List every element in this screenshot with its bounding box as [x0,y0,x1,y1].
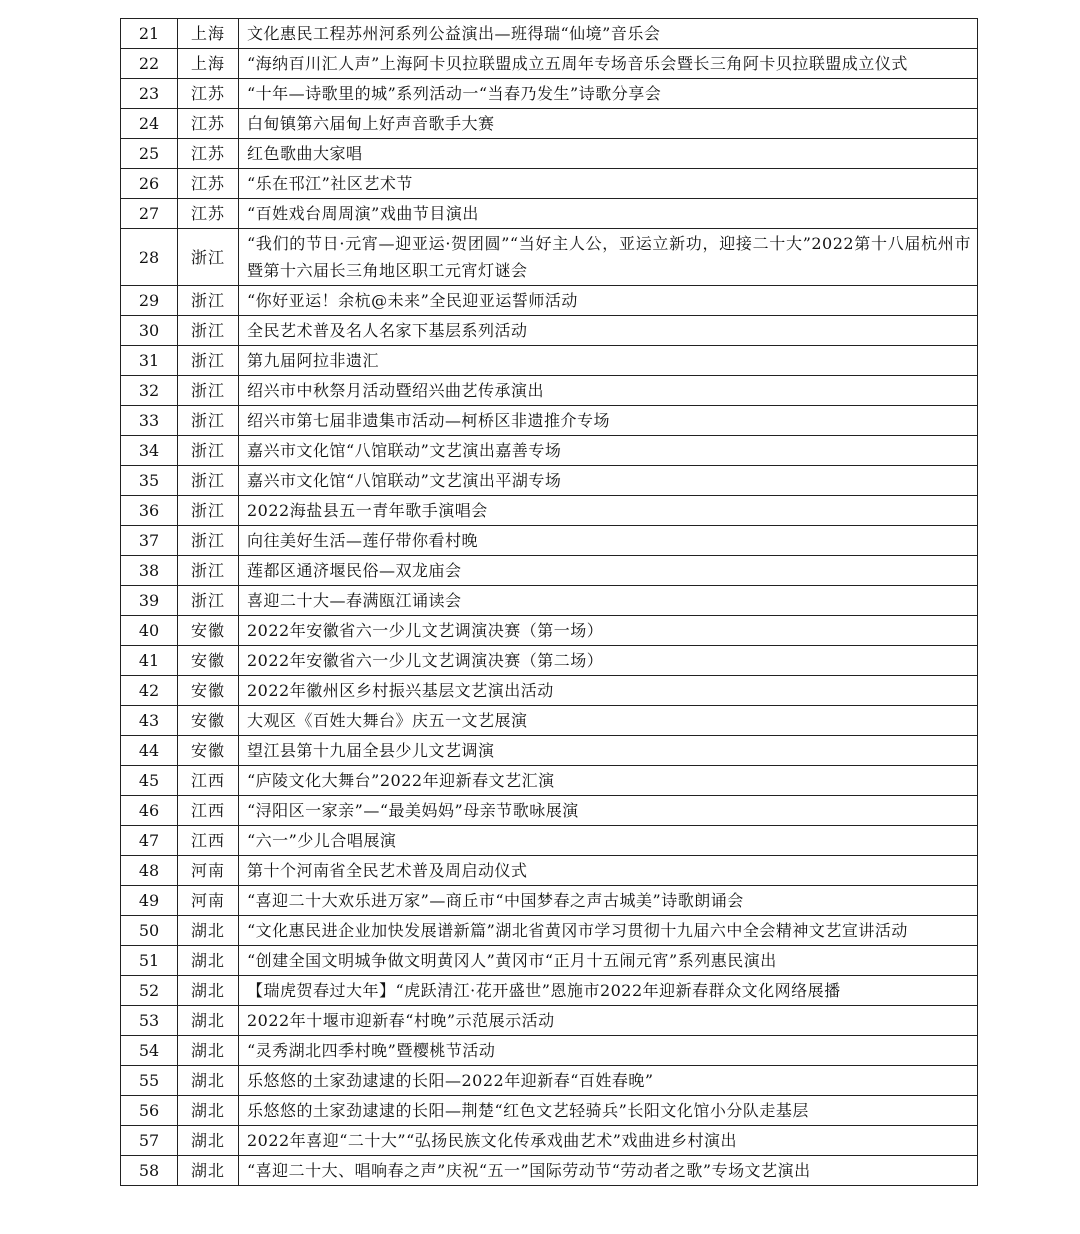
row-activity-name: 向往美好生活—莲仔带你看村晚 [239,526,978,556]
row-province: 浙江 [178,346,239,376]
row-activity-name: 嘉兴市文化馆“八馆联动”文艺演出平湖专场 [239,466,978,496]
row-province: 江西 [178,796,239,826]
table-row [121,646,978,676]
row-province: 浙江 [178,436,239,466]
row-activity-name: 望江县第十九届全县少儿文艺调演 [239,736,978,766]
table-row [121,586,978,616]
table-row [121,109,978,139]
row-province: 浙江 [178,229,239,286]
table-row [121,376,978,406]
table-row [121,886,978,916]
table-row [121,556,978,586]
row-province: 江苏 [178,79,239,109]
row-province: 江西 [178,826,239,856]
row-number: 29 [121,286,178,316]
row-number: 55 [121,1066,178,1096]
row-number: 44 [121,736,178,766]
row-province: 安徽 [178,706,239,736]
row-province: 浙江 [178,586,239,616]
row-activity-name: 第十个河南省全民艺术普及周启动仪式 [239,856,978,886]
row-activity-name: “浔阳区一家亲”—“最美妈妈”母亲节歌咏展演 [239,796,978,826]
row-number: 34 [121,436,178,466]
table-row [121,286,978,316]
row-number: 43 [121,706,178,736]
row-number: 27 [121,199,178,229]
row-number: 41 [121,646,178,676]
row-number: 46 [121,796,178,826]
row-province: 湖北 [178,1006,239,1036]
row-number: 53 [121,1006,178,1036]
row-activity-name: 莲都区通济堰民俗—双龙庙会 [239,556,978,586]
row-activity-name: “文化惠民进企业加快发展谱新篇”湖北省黄冈市学习贯彻十九届六中全会精神文艺宣讲活动 [239,916,978,946]
row-number: 40 [121,616,178,646]
row-province: 安徽 [178,646,239,676]
table-row [121,1156,978,1186]
table-row [121,229,978,286]
row-province: 浙江 [178,526,239,556]
row-province: 湖北 [178,1126,239,1156]
table-row [121,406,978,436]
table-row [121,856,978,886]
table-row [121,676,978,706]
row-activity-name: “十年—诗歌里的城”系列活动一“当春乃发生”诗歌分享会 [239,79,978,109]
row-province: 江苏 [178,139,239,169]
row-number: 23 [121,79,178,109]
table-row [121,79,978,109]
row-number: 54 [121,1036,178,1066]
row-number: 38 [121,556,178,586]
table-row [121,436,978,466]
row-number: 32 [121,376,178,406]
table-row [121,736,978,766]
row-province: 湖北 [178,1096,239,1126]
table-row [121,1006,978,1036]
row-province: 安徽 [178,736,239,766]
table-row [121,346,978,376]
row-activity-name: “百姓戏台周周演”戏曲节目演出 [239,199,978,229]
row-number: 50 [121,916,178,946]
table-row [121,19,978,49]
table-row [121,1066,978,1096]
row-activity-name: “喜迎二十大、唱响春之声”庆祝“五一”国际劳动节“劳动者之歌”专场文艺演出 [239,1156,978,1186]
document-page [120,18,978,1186]
row-activity-name: 喜迎二十大—春满瓯江诵读会 [239,586,978,616]
row-activity-name: 文化惠民工程苏州河系列公益演出—班得瑞“仙境”音乐会 [239,19,978,49]
table-row [121,526,978,556]
row-province: 湖北 [178,1066,239,1096]
row-province: 江苏 [178,199,239,229]
row-activity-name: 2022年喜迎“二十大”“弘扬民族文化传承戏曲艺术”戏曲进乡村演出 [239,1126,978,1156]
row-number: 22 [121,49,178,79]
row-activity-name: 【瑞虎贺春过大年】“虎跃清江·花开盛世”恩施市2022年迎新春群众文化网络展播 [239,976,978,1006]
row-number: 42 [121,676,178,706]
row-province: 浙江 [178,496,239,526]
table-row [121,826,978,856]
row-number: 21 [121,19,178,49]
row-province: 浙江 [178,556,239,586]
row-province: 湖北 [178,1156,239,1186]
row-number: 31 [121,346,178,376]
row-number: 25 [121,139,178,169]
table-row [121,976,978,1006]
row-activity-name: “庐陵文化大舞台”2022年迎新春文艺汇演 [239,766,978,796]
row-number: 52 [121,976,178,1006]
row-province: 河南 [178,856,239,886]
row-activity-name: “喜迎二十大欢乐进万家”—商丘市“中国梦春之声古城美”诗歌朗诵会 [239,886,978,916]
table-row [121,316,978,346]
table-row [121,1096,978,1126]
table-row [121,1126,978,1156]
row-activity-name: 2022海盐县五一青年歌手演唱会 [239,496,978,526]
row-activity-name: 乐悠悠的土家劲逮逮的长阳—荆楚“红色文艺轻骑兵”长阳文化馆小分队走基层 [239,1096,978,1126]
row-number: 39 [121,586,178,616]
row-province: 浙江 [178,316,239,346]
row-activity-name: 乐悠悠的土家劲逮逮的长阳—2022年迎新春“百姓春晚” [239,1066,978,1096]
table-row [121,139,978,169]
row-activity-name: 嘉兴市文化馆“八馆联动”文艺演出嘉善专场 [239,436,978,466]
row-province: 上海 [178,19,239,49]
table-row [121,496,978,526]
row-province: 湖北 [178,916,239,946]
row-province: 浙江 [178,466,239,496]
table-body [121,19,978,1186]
row-province: 江苏 [178,109,239,139]
row-number: 49 [121,886,178,916]
row-number: 30 [121,316,178,346]
row-province: 江苏 [178,169,239,199]
row-province: 河南 [178,886,239,916]
table-row [121,199,978,229]
row-activity-name: “六一”少儿合唱展演 [239,826,978,856]
table-row [121,466,978,496]
row-activity-name: 2022年十堰市迎新春“村晚”示范展示活动 [239,1006,978,1036]
row-number: 37 [121,526,178,556]
row-province: 浙江 [178,376,239,406]
row-number: 56 [121,1096,178,1126]
row-number: 58 [121,1156,178,1186]
row-province: 安徽 [178,676,239,706]
table-row [121,766,978,796]
row-activity-name: “海纳百川汇人声”上海阿卡贝拉联盟成立五周年专场音乐会暨长三角阿卡贝拉联盟成立仪式 [239,49,978,79]
row-province: 湖北 [178,976,239,1006]
row-activity-name: “灵秀湖北四季村晚”暨樱桃节活动 [239,1036,978,1066]
table-row [121,916,978,946]
row-activity-name: 2022年安徽省六一少儿文艺调演决赛（第一场） [239,616,978,646]
table-row [121,706,978,736]
row-province: 安徽 [178,616,239,646]
activity-table [120,18,978,1186]
row-number: 45 [121,766,178,796]
row-province: 湖北 [178,946,239,976]
row-number: 24 [121,109,178,139]
table-row [121,169,978,199]
row-number: 26 [121,169,178,199]
row-activity-name: 绍兴市第七届非遗集市活动—柯桥区非遗推介专场 [239,406,978,436]
row-province: 上海 [178,49,239,79]
row-province: 湖北 [178,1036,239,1066]
row-activity-name: “我们的节日·元宵—迎亚运·贺团圆”“当好主人公，亚运立新功，迎接二十大”2022第十八届杭州市暨第十六届长三角地区职工元宵灯谜会 [239,229,978,286]
row-number: 48 [121,856,178,886]
row-number: 36 [121,496,178,526]
row-activity-name: 红色歌曲大家唱 [239,139,978,169]
row-activity-name: 大观区《百姓大舞台》庆五一文艺展演 [239,706,978,736]
row-activity-name: 绍兴市中秋祭月活动暨绍兴曲艺传承演出 [239,376,978,406]
row-number: 57 [121,1126,178,1156]
row-province: 江西 [178,766,239,796]
row-number: 33 [121,406,178,436]
table-row [121,1036,978,1066]
row-province: 浙江 [178,406,239,436]
row-province: 浙江 [178,286,239,316]
row-activity-name: “乐在邗江”社区艺术节 [239,169,978,199]
row-number: 35 [121,466,178,496]
row-activity-name: 白甸镇第六届甸上好声音歌手大赛 [239,109,978,139]
row-activity-name: 2022年安徽省六一少儿文艺调演决赛（第二场） [239,646,978,676]
row-number: 51 [121,946,178,976]
row-number: 47 [121,826,178,856]
row-activity-name: 第九届阿拉非遗汇 [239,346,978,376]
row-activity-name: 全民艺术普及名人名家下基层系列活动 [239,316,978,346]
table-row [121,616,978,646]
row-activity-name: 2022年徽州区乡村振兴基层文艺演出活动 [239,676,978,706]
table-row [121,49,978,79]
table-row [121,796,978,826]
table-row [121,946,978,976]
row-activity-name: “你好亚运！余杭@未来”全民迎亚运誓师活动 [239,286,978,316]
row-number: 28 [121,229,178,286]
row-activity-name: “创建全国文明城争做文明黄冈人”黄冈市“正月十五闹元宵”系列惠民演出 [239,946,978,976]
